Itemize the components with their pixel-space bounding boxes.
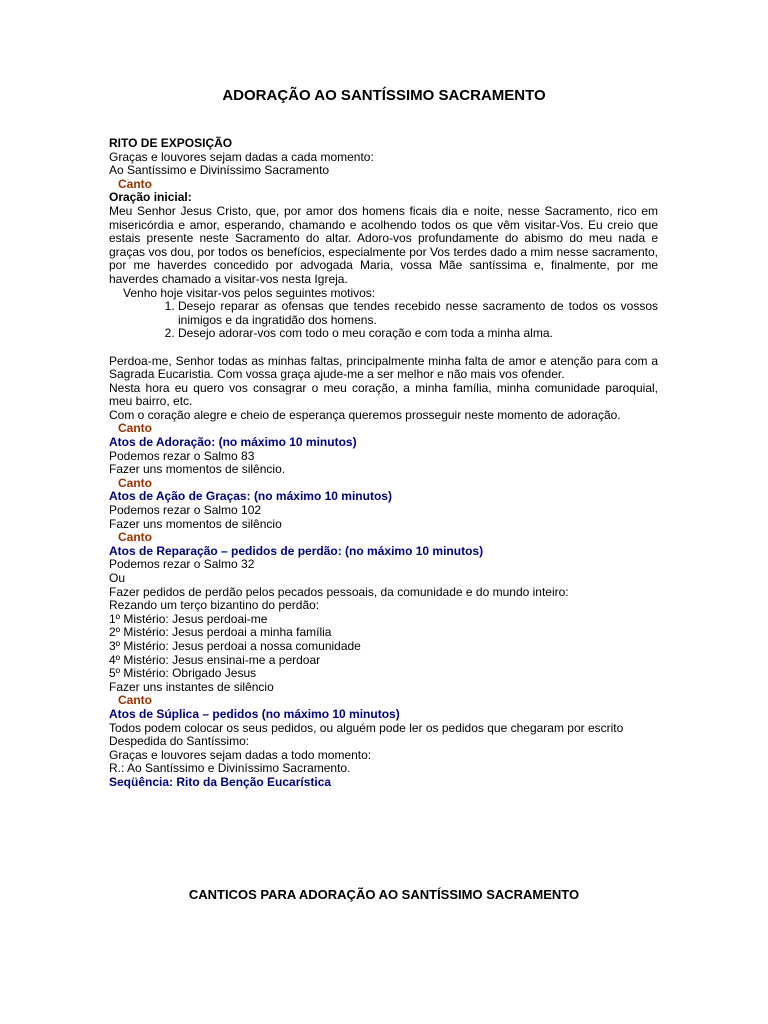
suplica-line-2: Despedida do Santíssimo: (109, 734, 250, 749)
misterio-item: 3º Mistério: Jesus perdoai a nossa comunidade (109, 638, 361, 653)
canto-label: Canto (118, 176, 152, 191)
suplica-line-3: Graças e louvores sejam dadas a todo momento: (109, 747, 372, 762)
page-title: ADORAÇÃO AO SANTÍSSIMO SACRAMENTO (222, 87, 546, 104)
acao-gracas-line-1: Podemos rezar o Salmo 102 (109, 503, 262, 518)
misterio-item: 4º Mistério: Jesus ensinai-me a perdoar (109, 652, 321, 667)
rito-line-1: Graças e louvores sejam dadas a cada momento: (109, 149, 374, 164)
canto-label: Canto (118, 421, 152, 436)
suplica-heading: Atos de Súplica – pedidos (no máximo 10 minutos) (109, 706, 400, 721)
reparacao-line-2: Ou (109, 571, 126, 585)
acao-gracas-line-2: Fazer uns momentos de silêncio (109, 516, 282, 531)
sequencia-line: Seqüência: Rito da Benção Eucarística (109, 774, 332, 789)
misterio-item: 5º Mistério: Obrigado Jesus (109, 666, 257, 681)
adoracao-line-1: Podemos rezar o Salmo 83 (109, 448, 255, 463)
suplica-line-4: R.: Ao Santíssimo e Diviníssimo Sacramento. (109, 761, 351, 776)
perdoa-paragraph: Perdoa-me, Senhor todas as minhas faltas, principalmente minha falta de amor e atenção para com a Sagrada Eucaristia. Com vossa graça ajude-me a ser melhor e não mais vos ofender. (109, 353, 658, 382)
motivos-intro: Venho hoje visitar-vos pelos seguintes motivos: (123, 285, 376, 300)
coracao-paragraph: Com o coração alegre e cheio de esperança queremos prosseguir neste momento de adoração. (109, 407, 621, 422)
reparacao-heading: Atos de Reparação – pedidos de perdão: (no máximo 10 minutos) (109, 543, 484, 558)
canto-label: Canto (118, 693, 152, 708)
reparacao-line-5: Fazer uns instantes de silêncio (109, 679, 274, 694)
reparacao-line-3: Fazer pedidos de perdão pelos pecados pessoais, da comunidade e do mundo inteiro: (109, 584, 569, 599)
reparacao-line-4: Rezando um terço bizantino do perdão: (109, 598, 320, 613)
canticos-title: CANTICOS PARA ADORAÇÃO AO SANTÍSSIMO SACRAMENTO (188, 887, 580, 902)
suplica-line-1: Todos podem colocar os seus pedidos, ou alguém pode ler os pedidos que chegaram por escrito (109, 720, 624, 735)
motivo-item: 1. Desejo reparar as ofensas que tendes recebido nesse sacramento de todos os vossos inimigos e da ingratidão dos homens. (178, 300, 658, 327)
adoracao-heading: Atos de Adoração: (no máximo 10 minutos) (109, 435, 357, 450)
oracao-heading: Oração inicial: (109, 190, 192, 205)
motivo-item: 2. Desejo adorar-vos com todo o meu coração e com toda a minha alma. (178, 327, 658, 341)
reparacao-line-1: Podemos rezar o Salmo 32 (109, 557, 255, 572)
canto-label: Canto (118, 530, 152, 545)
misterio-item: 2º Mistério: Jesus perdoai a minha família (109, 625, 332, 640)
adoracao-line-2: Fazer uns momentos de silêncio. (109, 462, 286, 477)
oracao-body: Meu Senhor Jesus Cristo, que, por amor dos homens ficais dia e noite, nesse Sacramento, rico em misericórdia e amor, esperando, chamando e acolhendo todos os que vêm visitar-Vos. Eu creio que estais presente neste Sacramento do altar. Adoro-vos profundamente do abismo do meu nada e graças vos dou, por todos os benefícios, especialmente por Vos terdes dado a mim nesse sacramento, por me haverdes concedido por advogada Maria, vossa Mãe santíssima e, finalmente, por me haverdes chamado a visitar-vos nesta Igreja. (109, 203, 658, 286)
motivos-list (109, 300, 658, 341)
paragraph-gap (109, 341, 658, 355)
canto-label: Canto (118, 475, 152, 490)
document-body (109, 137, 658, 790)
acao-gracas-heading: Atos de Ação de Graças: (no máximo 10 minutos) (109, 489, 392, 504)
consagrar-paragraph: Nesta hora eu quero vos consagrar o meu coração, a minha família, minha comunidade paroquial, meu bairro, etc. (109, 380, 658, 409)
misterio-item: 1º Mistério: Jesus perdoai-me (109, 611, 268, 626)
rito-line-2: Ao Santíssimo e Diviníssimo Sacramento (109, 163, 330, 178)
rito-heading: RITO DE EXPOSIÇÃO (109, 136, 233, 150)
